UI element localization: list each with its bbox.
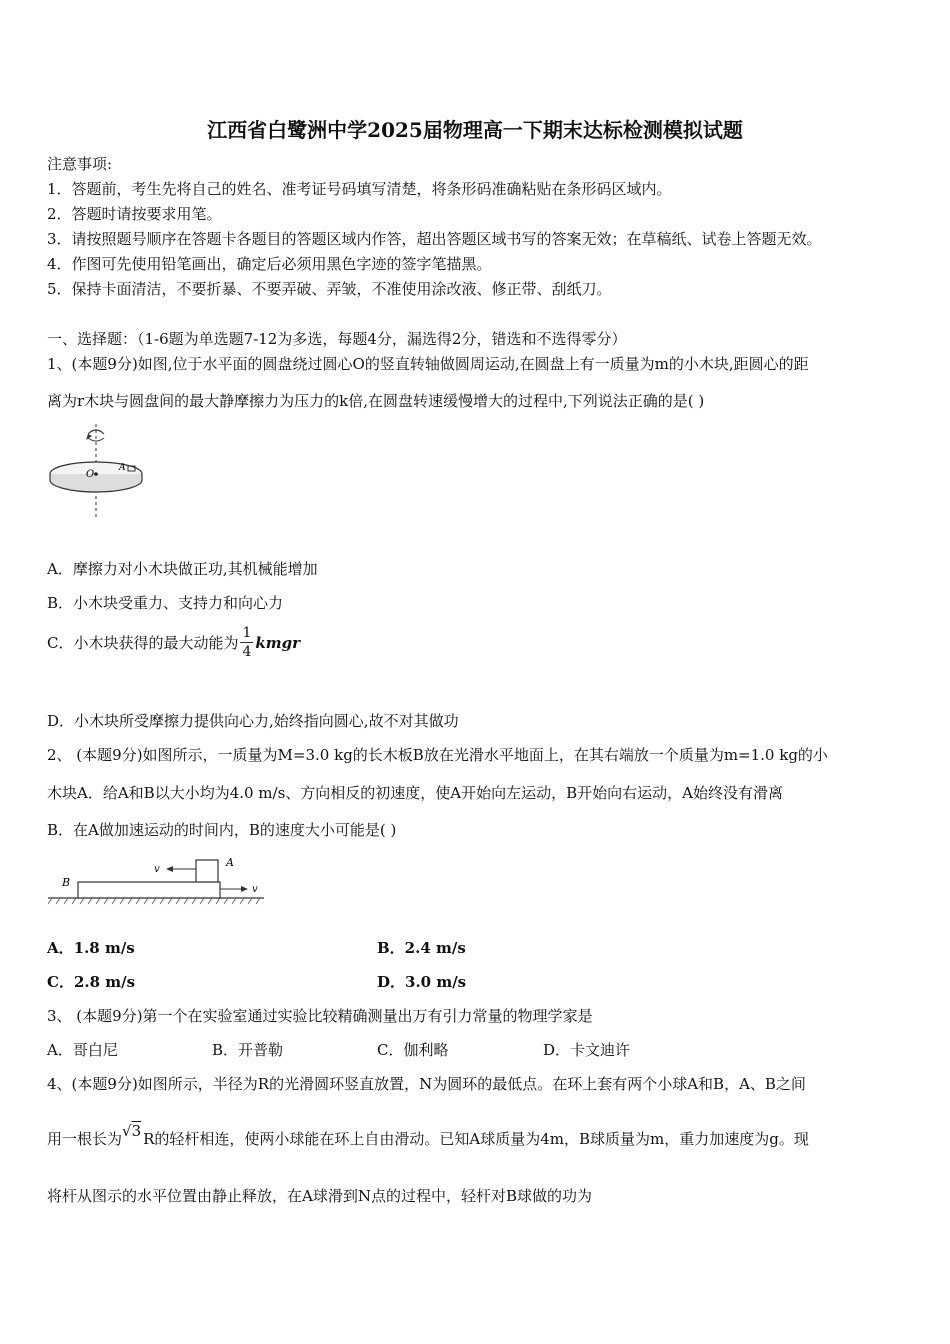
page-title: 江西省白鹭洲中学2025届物理高一下期末达标检测模拟试题	[207, 118, 743, 142]
q1-option-b: B．小木块受重力、支持力和向心力	[47, 594, 284, 612]
q2-stem-line2: 木块A．给A和B以大小均为4.0 m/s、方向相反的初速度，使A开始向左运动，B开始向右运动，A始终没有滑离	[47, 784, 783, 802]
notice-item: 1．答题前，考生先将自己的姓名、准考证号码填写清楚，将条形码准确粘贴在条形码区域内。	[47, 180, 672, 198]
q1-option-c-text: C．小木块获得的最大动能为	[47, 633, 239, 652]
q2-stem-line1: 2、 (本题9分)如图所示，一质量为M=3.0 kg的长木板B放在光滑水平地面上，在其右端放一个质量为m=1.0 kg的小	[47, 746, 828, 764]
q4-sqrt	[122, 1122, 141, 1140]
q4-stem-line1: 4、(本题9分)如图所示，半径为R的光滑圆环竖直放置，N为圆环的最低点。在环上套有两个小球A和B，A、B之间	[47, 1075, 806, 1093]
q2-option-a: A．1.8 m/s	[47, 939, 135, 957]
notice-heading: 注意事项:	[47, 155, 113, 173]
q1-stem-line1: 1、(本题9分)如图,位于水平面的圆盘绕过圆心O的竖直转轴做圆周运动,在圆盘上有一质量为m的小木块,距圆心的距	[47, 355, 809, 373]
fraction-numerator: 1	[242, 625, 252, 641]
q2-fig-label-a: A	[226, 856, 234, 869]
q3-option-a: A．哥白尼	[47, 1041, 118, 1059]
q1-option-d: D．小木块所受摩擦力提供向心力,始终指向圆心,故不对其做功	[47, 712, 459, 730]
q3-option-c: C．伽利略	[377, 1041, 449, 1059]
q1-option-c-expr: kmgr	[255, 633, 301, 652]
q3-option-d: D．卡文迪许	[543, 1041, 631, 1059]
notice-item: 3．请按照题号顺序在答题卡各题目的答题区域内作答，超出答题区域书写的答案无效；在草稿纸、试卷上答题无效。	[47, 230, 822, 248]
notice-item: 5．保持卡面清洁，不要折暴、不要弄破、弄皱，不准使用涂改液、修正带、刮纸刀。	[47, 280, 612, 298]
q1-stem-line2: 离为r木块与圆盘间的最大静摩擦力为压力的k倍,在圆盘转速缓慢增大的过程中,下列说法正确的是( )	[47, 392, 705, 410]
q2-fig-label-v-right: v	[252, 884, 258, 895]
sqrt-radicand: 3	[131, 1122, 142, 1140]
q2-board-figure	[46, 852, 268, 910]
sqrt-symbol: √	[122, 1122, 132, 1140]
q2-stem-line3: B．在A做加速运动的时间内，B的速度大小可能是( )	[47, 821, 397, 839]
q1-disk-figure	[46, 422, 146, 522]
block-a	[196, 860, 218, 882]
q1-option-a: A．摩擦力对小木块做正功,其机械能增加	[47, 560, 318, 578]
q2-option-d: D．3.0 m/s	[377, 973, 467, 991]
fraction-denominator: 4	[242, 644, 252, 660]
q2-fig-label-b: B	[62, 876, 71, 889]
notice-item: 4．作图可先使用铅笔画出，确定后必须用黑色字迹的签字笔描黑。	[47, 255, 492, 273]
q2-option-c: C．2.8 m/s	[47, 973, 136, 991]
q1-fig-label-a: A	[119, 463, 126, 473]
q2-option-b: B．2.4 m/s	[377, 939, 466, 957]
q2-fig-label-v-left: v	[154, 864, 160, 875]
q3-stem: 3、 (本题9分)第一个在实验室通过实验比较精确测量出万有引力常量的物理学家是	[47, 1007, 593, 1025]
q4-stem-line3: 将杆从图示的水平位置由静止释放，在A球滑到N点的过程中，轻杆对B球做的功为	[47, 1187, 592, 1205]
q4-stem-line2-pre: 用一根长为	[47, 1130, 123, 1148]
q4-stem-line2	[47, 1122, 809, 1149]
section-heading: 一、选择题：（1-6题为单选题7-12为多选，每题4分，漏选得2分，错选和不选得零分）	[47, 330, 627, 348]
q4-stem-line2-post: R的轻杆相连，使两小球能在环上自由滑动。已知A球质量为4m，B球质量为m，重力加速度为g。现	[143, 1130, 809, 1148]
notice-item: 2．答题时请按要求用笔。	[47, 205, 222, 223]
q3-option-b: B．开普勒	[212, 1041, 284, 1059]
q1-option-c-fraction	[240, 624, 253, 661]
q1-fig-label-o: O	[86, 469, 95, 480]
board-b	[78, 882, 220, 898]
q1-option-c	[47, 624, 300, 661]
